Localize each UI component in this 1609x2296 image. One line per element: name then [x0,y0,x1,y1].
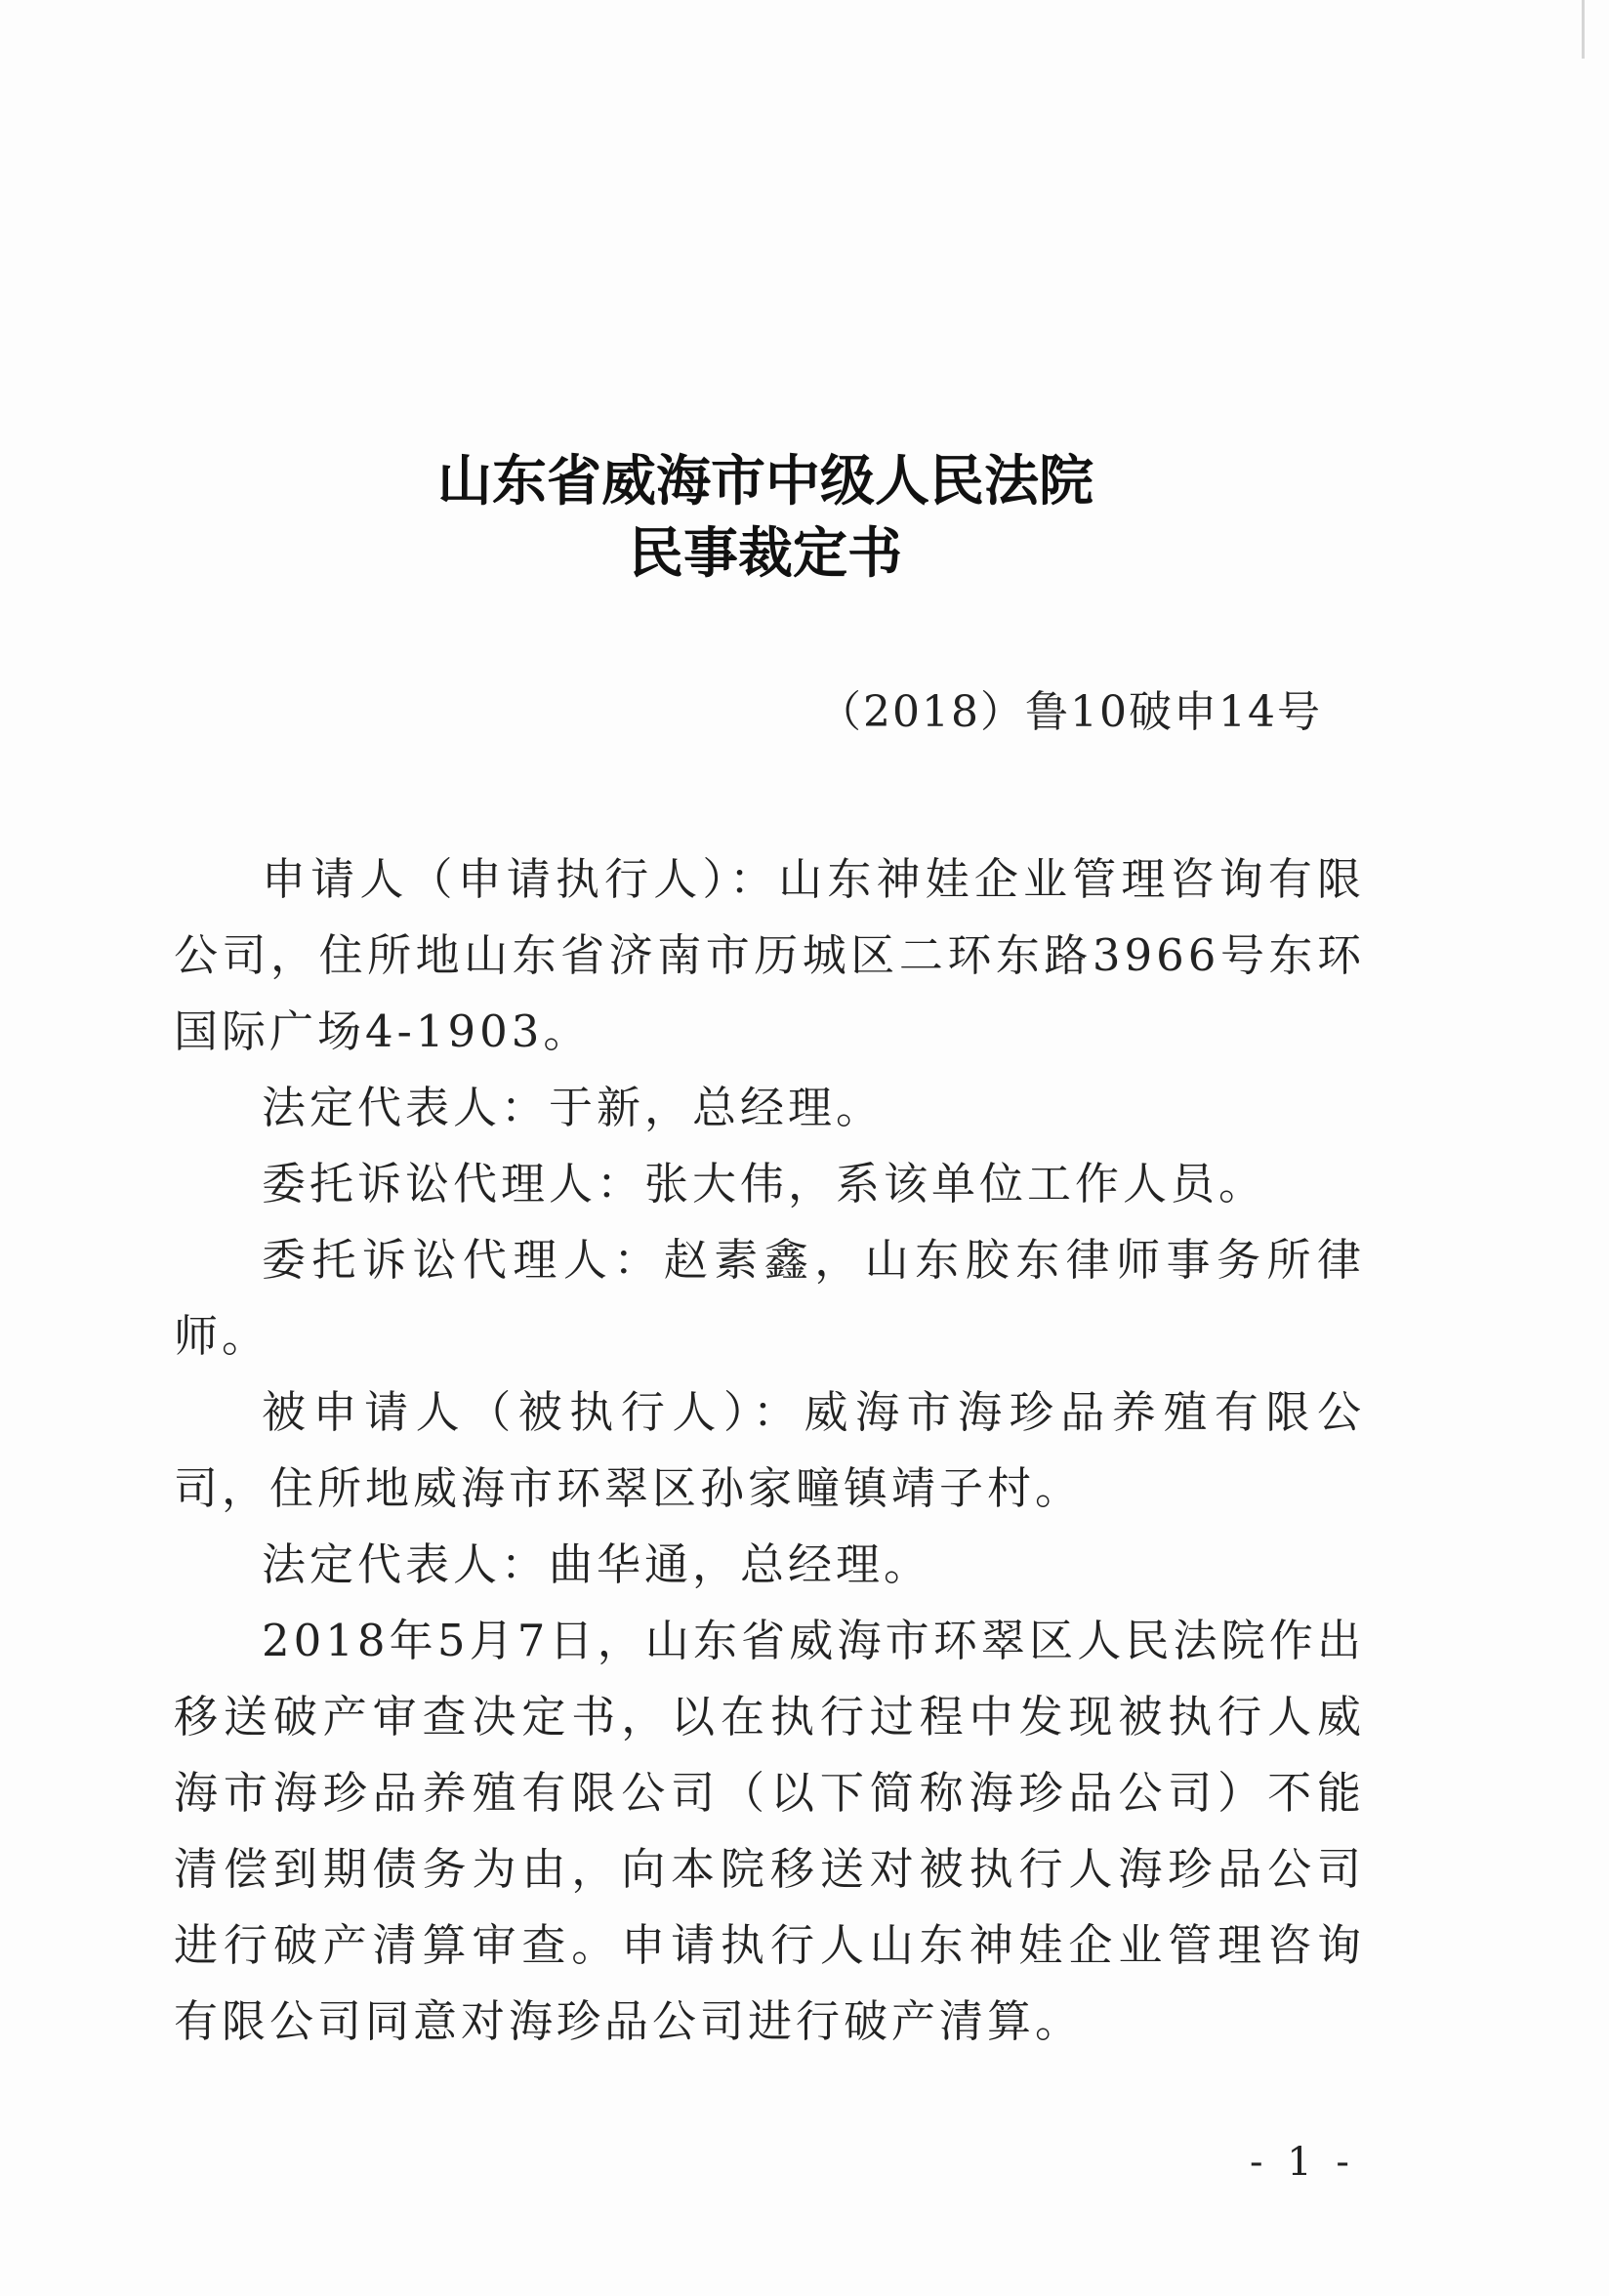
paragraph-agent-2: 委托诉讼代理人：赵素鑫，山东胶东律师事务所律师。 [174,1234,1365,1362]
document-body [174,841,1365,2060]
paragraph-applicant-legal-rep: 法定代表人：于新，总经理。 [262,1082,885,1133]
scan-edge-mark [1582,0,1585,59]
page-number: - 1 - [1250,2140,1355,2185]
court-name-heading: 山东省威海市中级人民法院 [437,450,1093,513]
paragraph-applicant: 申请人（申请执行人）：山东神娃企业管理咨询有限公司，住所地山东省济南市历城区二环东路3966号东环国际广场4-1903。 [174,853,1365,1057]
document-type-heading: 民事裁定书 [629,522,902,586]
paragraph-agent-1: 委托诉讼代理人：张大伟，系该单位工作人员。 [262,1158,1267,1210]
paragraph-case-facts: 2018年5月7日，山东省威海市环翠区人民法院作出移送破产审查决定书，以在执行过程中发现被执行人威海市海珍品养殖有限公司（以下简称海珍品公司）不能清偿到期债务为由，向本院移送对被执行人海珍品公司进行破产清算审查。申请执行人山东神娃企业管理咨询有限公司同意对海珍品公司进行破产清算。 [174,1615,1365,2047]
paragraph-respondent: 被申请人（被执行人）：威海市海珍品养殖有限公司，住所地威海市环翠区孙家疃镇靖子村。 [174,1386,1365,1514]
paragraph-respondent-legal-rep: 法定代表人：曲华通，总经理。 [262,1538,932,1590]
case-number: （2018）鲁10破申14号 [818,687,1322,737]
